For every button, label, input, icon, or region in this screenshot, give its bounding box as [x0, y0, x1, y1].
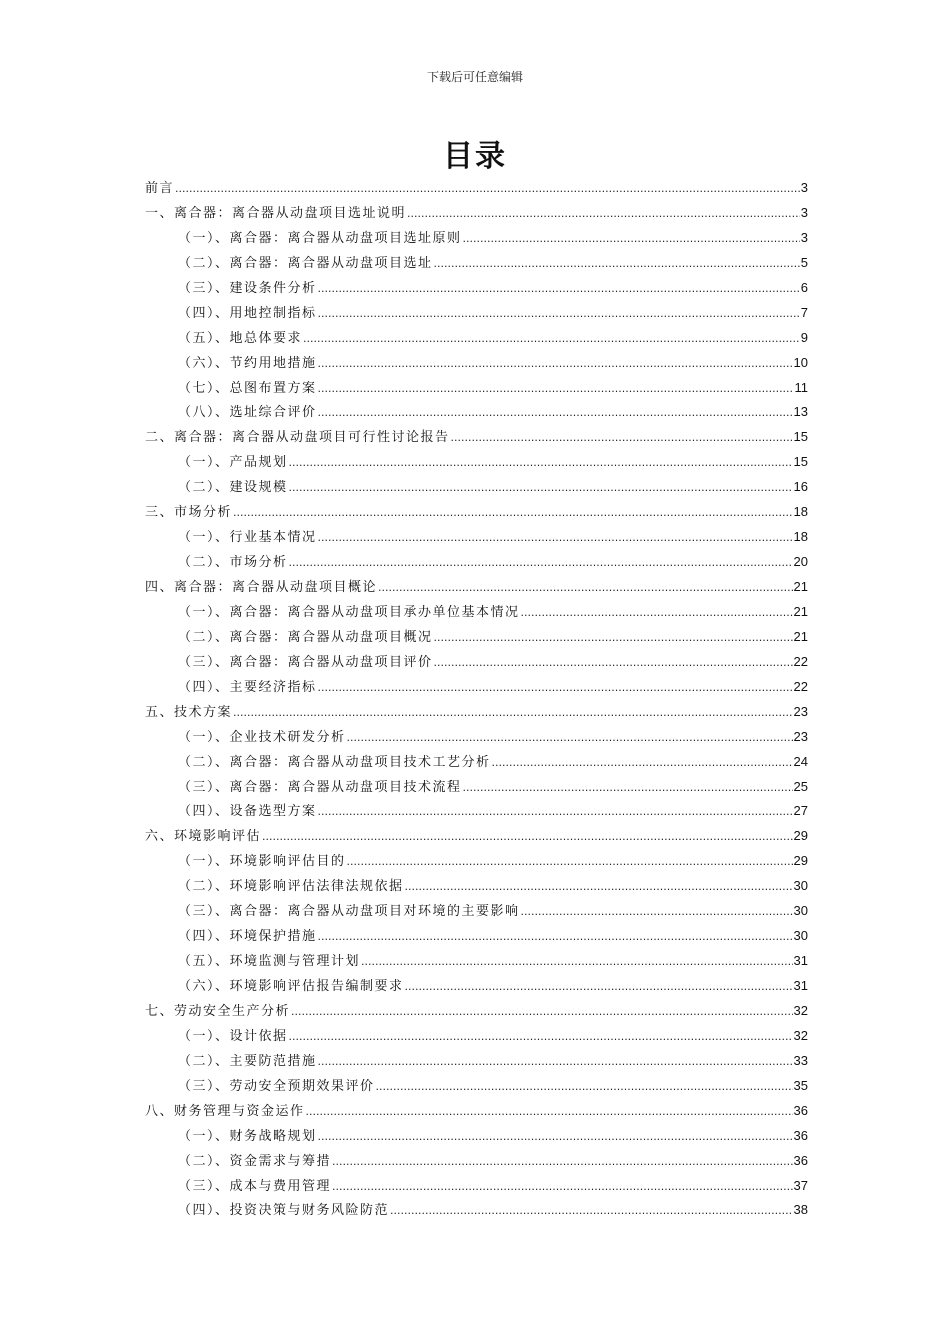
toc-page-number: 31 [793, 953, 808, 969]
toc-page-number: 7 [800, 304, 808, 320]
dot-leader [347, 726, 793, 751]
toc-page-number: 23 [793, 703, 808, 719]
toc-entry[interactable] [145, 176, 808, 201]
page-title: 目录 [443, 139, 507, 174]
toc-page-number: 9 [800, 329, 808, 345]
dot-leader [318, 277, 800, 302]
dot-leader [451, 426, 793, 451]
toc-page-number: 16 [793, 479, 808, 495]
toc-page-number: 3 [800, 229, 808, 245]
toc-entry-label: （一）、环境影响评估目的 [178, 854, 346, 870]
toc-entry-label: （一）、离合器：离合器从动盘项目承办单位基本情况 [178, 604, 520, 620]
toc-entry-label: 六、环境影响评估 [145, 829, 262, 845]
dot-leader [289, 451, 793, 476]
toc-entry-label: 四、离合器：离合器从动盘项目概论 [145, 580, 378, 595]
toc-subentry[interactable] [145, 600, 808, 625]
toc-page-number: 20 [793, 554, 808, 570]
toc-page-number: 33 [793, 1052, 808, 1068]
toc-page-number: 25 [793, 778, 808, 794]
dot-leader [521, 900, 793, 925]
dot-leader [318, 377, 794, 402]
toc-page-number: 31 [793, 978, 808, 993]
toc-subentry[interactable] [145, 1198, 808, 1223]
dot-leader [289, 1025, 793, 1050]
toc-page-number: 24 [793, 753, 808, 769]
toc-subentry[interactable] [145, 376, 808, 401]
toc-page-number: 21 [793, 603, 808, 619]
toc-page-number: 36 [793, 1127, 808, 1143]
toc-page-number: 30 [793, 878, 808, 894]
toc-page-number: 29 [793, 828, 808, 844]
toc-entry-label: 三、市场分析 [145, 505, 233, 521]
toc-entry[interactable] [145, 201, 808, 226]
toc-entry-label: （六）、节约用地措施 [178, 355, 317, 371]
toc-subentry[interactable] [145, 400, 808, 425]
toc-entry-label: （四）、设备选型方案 [178, 804, 317, 820]
toc-subentry[interactable] [145, 750, 808, 775]
dot-leader [318, 676, 793, 701]
toc-entry-label: （三）、离合器：离合器从动盘项目评价 [178, 654, 433, 670]
page-header: 下载后可任意编辑 [426, 70, 523, 84]
toc-page-number: 15 [793, 429, 808, 445]
toc-entry-label: （二）、建设规模 [178, 480, 288, 496]
toc-subentry[interactable] [145, 775, 808, 800]
toc-entry-label: （一）、离合器：离合器从动盘项目选址原则 [178, 230, 462, 246]
dot-leader [378, 576, 793, 601]
toc-page-number: 22 [793, 678, 808, 694]
dot-leader [318, 302, 800, 327]
toc-page-number: 36 [793, 1102, 808, 1118]
toc-entry-label: 五、技术方案 [145, 704, 233, 720]
dot-leader [175, 177, 800, 202]
toc-subentry[interactable] [145, 550, 808, 575]
toc-page-number: 30 [793, 903, 808, 919]
toc-subentry[interactable] [145, 874, 808, 899]
dot-leader [318, 925, 793, 950]
dot-leader [463, 227, 800, 252]
toc-entry-label: （二）、离合器：离合器从动盘项目选址 [178, 255, 433, 271]
toc-entry-label: （二）、资金需求与筹措 [178, 1153, 332, 1169]
toc-entry-label: （四）、投资决策与财务风险防范 [178, 1203, 390, 1219]
toc-entry-label: （一）、财务战略规划 [178, 1128, 317, 1144]
toc-page-number: 23 [793, 728, 808, 744]
toc-entry-label: （四）、用地控制指标 [178, 305, 317, 321]
toc-page-number: 15 [793, 454, 808, 470]
toc-entry-label: （一）、行业基本情况 [178, 530, 317, 546]
toc-entry-label: （八）、选址综合评价 [178, 405, 317, 421]
dot-leader [463, 776, 793, 801]
toc-entry[interactable] [145, 700, 808, 725]
toc-entry-label: （二）、市场分析 [178, 555, 288, 571]
dot-leader [289, 551, 793, 576]
toc-subentry[interactable] [145, 475, 808, 500]
toc-page-number: 5 [800, 254, 808, 270]
toc-page-number: 32 [793, 1002, 808, 1018]
dot-leader [303, 327, 800, 352]
toc-subentry[interactable] [145, 1049, 808, 1074]
toc-entry[interactable] [145, 1099, 808, 1124]
toc-subentry[interactable] [145, 650, 808, 675]
toc-subentry[interactable] [145, 1074, 808, 1099]
toc-subentry[interactable] [145, 1024, 808, 1049]
toc-subentry[interactable] [145, 525, 808, 550]
dot-leader [262, 825, 793, 850]
dot-leader [405, 875, 793, 900]
toc-entry-label: （三）、离合器：离合器从动盘项目技术流程 [178, 779, 462, 795]
dot-leader [291, 1000, 793, 1025]
dot-leader [405, 975, 793, 1000]
dot-leader [361, 950, 793, 975]
toc-entry[interactable] [145, 500, 808, 525]
dot-leader [347, 850, 793, 875]
toc-page-number: 27 [793, 803, 808, 819]
toc-subentry[interactable] [145, 326, 808, 351]
toc-entry-label: （六）、环境影响评估报告编制要求 [178, 979, 404, 994]
toc-subentry[interactable] [145, 949, 808, 974]
toc-subentry[interactable] [145, 675, 808, 700]
toc-entry-label: （二）、离合器：离合器从动盘项目概况 [178, 629, 433, 645]
toc-page-number: 30 [793, 928, 808, 944]
toc-subentry[interactable] [145, 301, 808, 326]
toc-entry-label: 前言 [145, 181, 175, 196]
toc-entry-label: （二）、离合器：离合器从动盘项目技术工艺分析 [178, 754, 491, 770]
toc-page-number: 3 [800, 180, 808, 195]
toc-entry-label: （五）、地总体要求 [178, 330, 303, 346]
toc-entry-label: （三）、建设条件分析 [178, 280, 317, 296]
dot-leader [332, 1150, 793, 1175]
toc-subentry[interactable] [145, 1149, 808, 1174]
toc-page-number: 3 [800, 204, 808, 220]
toc-entry-label: （四）、环境保护措施 [178, 929, 317, 945]
toc-entry-label: （二）、环境影响评估法律法规依据 [178, 879, 404, 895]
toc-page-number: 6 [800, 279, 808, 295]
toc-page-number: 21 [793, 579, 808, 594]
dot-leader [492, 751, 793, 776]
toc-subentry[interactable] [145, 849, 808, 874]
toc-entry-label: （三）、劳动安全预期效果评价 [178, 1078, 375, 1094]
dot-leader [233, 701, 793, 726]
toc-subentry[interactable] [145, 1174, 808, 1199]
toc-entry-label: （三）、成本与费用管理 [178, 1178, 332, 1194]
toc-entry-label: （七）、总图布置方案 [178, 380, 317, 396]
toc-page-number: 11 [794, 379, 808, 395]
toc-subentry[interactable] [145, 276, 808, 301]
toc-entry-label: （四）、主要经济指标 [178, 679, 317, 695]
dot-leader [318, 401, 793, 426]
toc-subentry[interactable] [145, 725, 808, 750]
toc-page-number: 10 [793, 354, 808, 370]
toc-page-number: 21 [793, 628, 808, 644]
toc-entry[interactable] [145, 824, 808, 849]
toc-entry-label: （五）、环境监测与管理计划 [178, 954, 361, 970]
table-of-contents [145, 176, 808, 1223]
toc-subentry[interactable] [145, 974, 808, 999]
toc-entry-label: （一）、企业技术研发分析 [178, 729, 346, 745]
dot-leader [434, 626, 793, 651]
toc-page-number: 18 [793, 529, 808, 545]
dot-leader [434, 252, 800, 277]
toc-page-number: 29 [793, 853, 808, 869]
toc-page-number: 38 [793, 1202, 808, 1218]
toc-subentry[interactable] [145, 251, 808, 276]
dot-leader [407, 202, 800, 227]
toc-subentry[interactable] [145, 226, 808, 251]
dot-leader [318, 352, 793, 377]
toc-entry[interactable] [145, 425, 808, 450]
dot-leader [376, 1075, 793, 1100]
toc-subentry[interactable] [145, 625, 808, 650]
toc-subentry[interactable] [145, 351, 808, 376]
toc-entry-label: 二、离合器：离合器从动盘项目可行性讨论报告 [145, 430, 450, 446]
toc-page-number: 37 [793, 1177, 808, 1193]
toc-entry-label: 八、财务管理与资金运作 [145, 1103, 305, 1119]
toc-entry-label: （一）、产品规划 [178, 455, 288, 471]
dot-leader [318, 526, 793, 551]
dot-leader [434, 651, 793, 676]
toc-page-number: 13 [793, 404, 808, 420]
toc-page-number: 35 [793, 1077, 808, 1093]
dot-leader [306, 1100, 793, 1125]
toc-entry[interactable] [145, 575, 808, 600]
toc-entry-label: （一）、设计依据 [178, 1028, 288, 1044]
dot-leader [233, 501, 793, 526]
dot-leader [289, 476, 793, 501]
toc-page-number: 36 [793, 1152, 808, 1168]
toc-entry-label: （三）、离合器：离合器从动盘项目对环境的主要影响 [178, 904, 520, 920]
toc-page-number: 32 [793, 1027, 808, 1043]
dot-leader [318, 800, 793, 825]
toc-page-number: 18 [793, 504, 808, 520]
dot-leader [332, 1175, 793, 1200]
dot-leader [318, 1125, 793, 1150]
dot-leader [318, 1050, 793, 1075]
toc-subentry[interactable] [145, 899, 808, 924]
dot-leader [521, 601, 793, 626]
dot-leader [390, 1199, 793, 1224]
toc-subentry[interactable] [145, 450, 808, 475]
toc-page-number: 22 [793, 653, 808, 669]
toc-subentry[interactable] [145, 799, 808, 824]
toc-entry-label: 一、离合器：离合器从动盘项目选址说明 [145, 205, 407, 221]
toc-entry-label: 七、劳动安全生产分析 [145, 1003, 291, 1019]
toc-subentry[interactable] [145, 1124, 808, 1149]
toc-entry[interactable] [145, 999, 808, 1024]
toc-subentry[interactable] [145, 924, 808, 949]
toc-entry-label: （二）、主要防范措施 [178, 1053, 317, 1069]
